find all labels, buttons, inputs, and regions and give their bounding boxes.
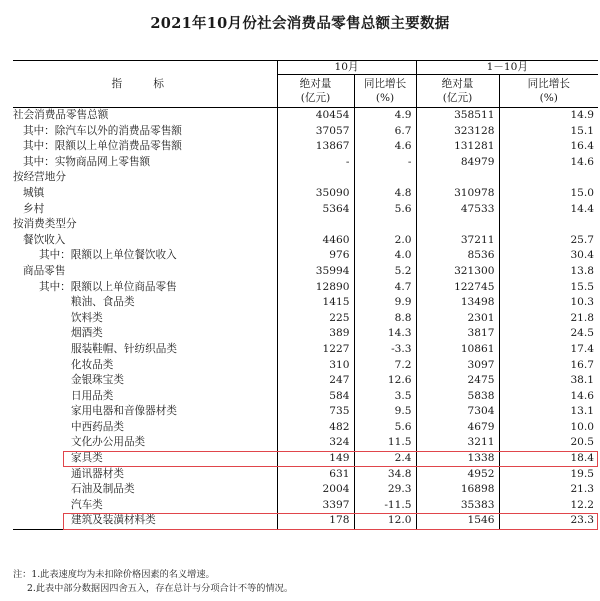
table-notes <box>13 568 293 596</box>
col-header-abs-oct: 绝对量 (亿元) <box>277 75 354 108</box>
table-row <box>13 420 598 436</box>
cell-yoy-ytd: 30.4 <box>570 249 595 262</box>
row-label: 其中：实物商品网上零售额 <box>13 155 277 171</box>
cell-yoy-ytd: 18.4 <box>570 452 595 465</box>
cell-abs-oct: 12890 <box>277 280 354 296</box>
cell-abs-ytd: 1338 <box>416 451 499 467</box>
cell-yoy-oct: - <box>354 155 416 171</box>
page-title: 2021年10月份社会消费品零售总额主要数据 <box>150 15 450 32</box>
cell-yoy-ytd: 14.9 <box>570 109 595 121</box>
row-label: 按经营地分 <box>13 170 277 186</box>
table-row <box>13 513 598 529</box>
row-label: 粮油、食品类 <box>13 295 277 311</box>
cell-yoy-ytd: 15.1 <box>570 124 595 137</box>
cell-yoy-ytd: 15.0 <box>570 186 595 199</box>
cell-yoy-oct: 9.9 <box>354 295 416 311</box>
table-row <box>13 108 598 124</box>
cell-yoy-oct: 4.8 <box>354 186 416 202</box>
cell-yoy-ytd: 16.7 <box>570 358 595 371</box>
table-row <box>13 404 598 420</box>
table-row <box>13 373 598 389</box>
note-line: 2.此表中部分数据因四舍五入，存在总计与分项合计不等的情况。 <box>27 583 294 594</box>
table-row <box>13 186 598 202</box>
cell-abs-ytd: 1546 <box>416 513 499 529</box>
cell-yoy-oct: 5.6 <box>354 420 416 436</box>
row-label: 社会消费品零售总额 <box>13 108 277 124</box>
row-label: 建筑及装潢材料类 <box>13 513 277 529</box>
period-header-ytd: 1－10月 <box>416 61 598 75</box>
cell-abs-ytd: 2301 <box>416 311 499 327</box>
cell-abs-ytd: 3211 <box>416 435 499 451</box>
row-label: 金银珠宝类 <box>13 373 277 389</box>
note-line: 注：1.此表速度均为未扣除价格因素的名义增速。 <box>13 569 215 580</box>
cell-abs-ytd: 323128 <box>416 124 499 140</box>
cell-yoy-ytd <box>499 170 598 186</box>
row-label: 按消费类型分 <box>13 217 277 233</box>
row-label: 日用品类 <box>13 389 277 405</box>
row-label: 其中：限额以上单位消费品零售额 <box>13 139 277 155</box>
row-label: 餐饮收入 <box>13 233 277 249</box>
cell-yoy-ytd: 23.3 <box>499 513 598 529</box>
row-label: 化妆品类 <box>13 358 277 374</box>
cell-yoy-oct: 11.5 <box>354 435 416 451</box>
cell-abs-ytd: 37211 <box>416 233 499 249</box>
row-label: 中西药品类 <box>13 420 277 436</box>
cell-abs-ytd: 16898 <box>416 482 499 498</box>
cell-yoy-oct: -11.5 <box>354 498 416 514</box>
cell-yoy-oct <box>354 217 416 233</box>
cell-yoy-ytd: 24.5 <box>570 327 595 340</box>
cell-abs-ytd: 47533 <box>416 202 499 218</box>
cell-yoy-ytd: 14.6 <box>570 155 595 168</box>
cell-abs-oct <box>277 217 354 233</box>
row-label: 乡村 <box>13 202 277 218</box>
cell-yoy-ytd: 25.7 <box>570 233 595 246</box>
table-row <box>13 248 598 264</box>
cell-yoy-oct: 3.5 <box>354 389 416 405</box>
cell-abs-oct <box>277 170 354 186</box>
cell-yoy-ytd: 13.8 <box>570 264 595 277</box>
table-row <box>13 217 598 233</box>
cell-yoy-ytd: 38.1 <box>570 374 595 387</box>
row-label: 其中：限额以上单位餐饮收入 <box>13 248 277 264</box>
table-row <box>13 202 598 218</box>
col-header-yoy-oct: 同比增长 (%) <box>354 75 416 108</box>
cell-abs-ytd: 13498 <box>416 295 499 311</box>
cell-abs-ytd: 122745 <box>416 280 499 296</box>
cell-abs-oct: 37057 <box>277 124 354 140</box>
retail-sales-table <box>13 60 598 530</box>
cell-abs-oct: 735 <box>277 404 354 420</box>
table-row <box>13 467 598 483</box>
cell-abs-ytd: 84979 <box>416 155 499 171</box>
cell-abs-oct: 2004 <box>277 482 354 498</box>
cell-yoy-ytd: 10.3 <box>570 296 595 309</box>
row-label: 其中：除汽车以外的消费品零售额 <box>13 124 277 140</box>
cell-yoy-ytd: 16.4 <box>570 140 595 153</box>
table-row <box>13 435 598 451</box>
cell-yoy-oct: 34.8 <box>354 467 416 483</box>
cell-yoy-oct: 7.2 <box>354 358 416 374</box>
col-header-abs-ytd: 绝对量 (亿元) <box>416 75 499 108</box>
cell-yoy-ytd: 12.2 <box>570 498 595 511</box>
cell-yoy-ytd: 21.8 <box>570 311 595 324</box>
cell-yoy-oct: 9.5 <box>354 404 416 420</box>
cell-abs-ytd: 4679 <box>416 420 499 436</box>
cell-yoy-oct: 29.3 <box>354 482 416 498</box>
table-row <box>13 342 598 358</box>
row-label: 城镇 <box>13 186 277 202</box>
table-row <box>13 280 598 296</box>
cell-abs-oct: 310 <box>277 358 354 374</box>
cell-abs-oct: 4460 <box>277 233 354 249</box>
row-label: 饮料类 <box>13 311 277 327</box>
row-label: 家用电器和音像器材类 <box>13 404 277 420</box>
cell-yoy-oct: 4.0 <box>354 248 416 264</box>
table-row <box>13 482 598 498</box>
cell-abs-ytd: 7304 <box>416 404 499 420</box>
table-row <box>13 139 598 155</box>
cell-abs-oct: - <box>277 155 354 171</box>
cell-yoy-oct: 4.6 <box>354 139 416 155</box>
cell-yoy-ytd: 14.6 <box>570 389 595 402</box>
cell-abs-oct: 482 <box>277 420 354 436</box>
table-row <box>13 155 598 171</box>
cell-abs-oct: 35090 <box>277 186 354 202</box>
row-label: 汽车类 <box>13 498 277 514</box>
table-body <box>13 108 598 530</box>
cell-abs-ytd: 3817 <box>416 326 499 342</box>
cell-yoy-oct: 12.0 <box>354 513 416 529</box>
table-row <box>13 295 598 311</box>
cell-abs-ytd: 131281 <box>416 139 499 155</box>
cell-yoy-ytd: 14.4 <box>570 202 595 215</box>
cell-yoy-oct <box>354 170 416 186</box>
row-label: 烟酒类 <box>13 326 277 342</box>
cell-abs-ytd: 358511 <box>416 108 499 124</box>
cell-yoy-oct: 4.9 <box>354 108 416 124</box>
cell-abs-ytd: 3097 <box>416 358 499 374</box>
cell-yoy-oct: 12.6 <box>354 373 416 389</box>
row-label: 其中：限额以上单位商品零售 <box>13 280 277 296</box>
cell-abs-oct: 149 <box>277 451 354 467</box>
row-label: 文化办公用品类 <box>13 435 277 451</box>
cell-yoy-oct: 8.8 <box>354 311 416 327</box>
cell-abs-ytd <box>416 217 499 233</box>
row-label: 商品零售 <box>13 264 277 280</box>
row-label: 石油及制品类 <box>13 482 277 498</box>
cell-abs-ytd: 2475 <box>416 373 499 389</box>
table-row <box>13 451 598 467</box>
retail-sales-table-container <box>13 60 598 530</box>
cell-abs-oct: 584 <box>277 389 354 405</box>
cell-abs-oct: 631 <box>277 467 354 483</box>
cell-abs-oct: 40454 <box>277 108 354 124</box>
cell-abs-ytd: 4952 <box>416 467 499 483</box>
cell-yoy-ytd: 21.3 <box>570 483 595 496</box>
cell-abs-ytd: 321300 <box>416 264 499 280</box>
cell-abs-ytd: 10861 <box>416 342 499 358</box>
cell-abs-oct: 324 <box>277 435 354 451</box>
cell-yoy-oct: 2.0 <box>354 233 416 249</box>
cell-yoy-oct: 2.4 <box>354 451 416 467</box>
cell-abs-ytd: 310978 <box>416 186 499 202</box>
row-label: 通讯器材类 <box>13 467 277 483</box>
cell-yoy-oct: 6.7 <box>354 124 416 140</box>
cell-abs-oct: 1415 <box>277 295 354 311</box>
cell-abs-ytd: 8536 <box>416 248 499 264</box>
table-row <box>13 358 598 374</box>
cell-yoy-ytd: 17.4 <box>570 342 595 355</box>
cell-abs-ytd: 5838 <box>416 389 499 405</box>
cell-yoy-ytd: 10.0 <box>570 420 595 433</box>
cell-abs-oct: 13867 <box>277 139 354 155</box>
cell-yoy-ytd <box>499 217 598 233</box>
indicator-header: 指 标 <box>13 61 277 108</box>
cell-yoy-oct: 4.7 <box>354 280 416 296</box>
table-row <box>13 233 598 249</box>
table-row <box>13 389 598 405</box>
cell-abs-oct: 3397 <box>277 498 354 514</box>
table-row <box>13 170 598 186</box>
cell-abs-ytd: 35383 <box>416 498 499 514</box>
row-label: 服装鞋帽、针纺织品类 <box>13 342 277 358</box>
cell-abs-oct: 5364 <box>277 202 354 218</box>
table-row <box>13 264 598 280</box>
cell-yoy-oct: 5.2 <box>354 264 416 280</box>
row-label: 家具类 <box>13 451 277 467</box>
cell-abs-oct: 35994 <box>277 264 354 280</box>
table-row <box>13 124 598 140</box>
cell-yoy-ytd: 15.5 <box>570 280 595 293</box>
col-header-yoy-ytd: 同比增长 (%) <box>499 75 598 108</box>
cell-abs-oct: 976 <box>277 248 354 264</box>
cell-abs-oct: 1227 <box>277 342 354 358</box>
table-row <box>13 498 598 514</box>
cell-yoy-ytd: 20.5 <box>570 436 595 449</box>
table-row <box>13 326 598 342</box>
table-row <box>13 311 598 327</box>
cell-yoy-oct: -3.3 <box>354 342 416 358</box>
cell-abs-oct: 247 <box>277 373 354 389</box>
cell-abs-oct: 178 <box>277 513 354 529</box>
period-header-october: 10月 <box>277 61 416 75</box>
cell-yoy-ytd: 19.5 <box>570 467 595 480</box>
cell-yoy-ytd: 13.1 <box>570 405 595 418</box>
cell-yoy-oct: 14.3 <box>354 326 416 342</box>
cell-abs-oct: 225 <box>277 311 354 327</box>
cell-abs-ytd <box>416 170 499 186</box>
cell-yoy-oct: 5.6 <box>354 202 416 218</box>
cell-abs-oct: 389 <box>277 326 354 342</box>
